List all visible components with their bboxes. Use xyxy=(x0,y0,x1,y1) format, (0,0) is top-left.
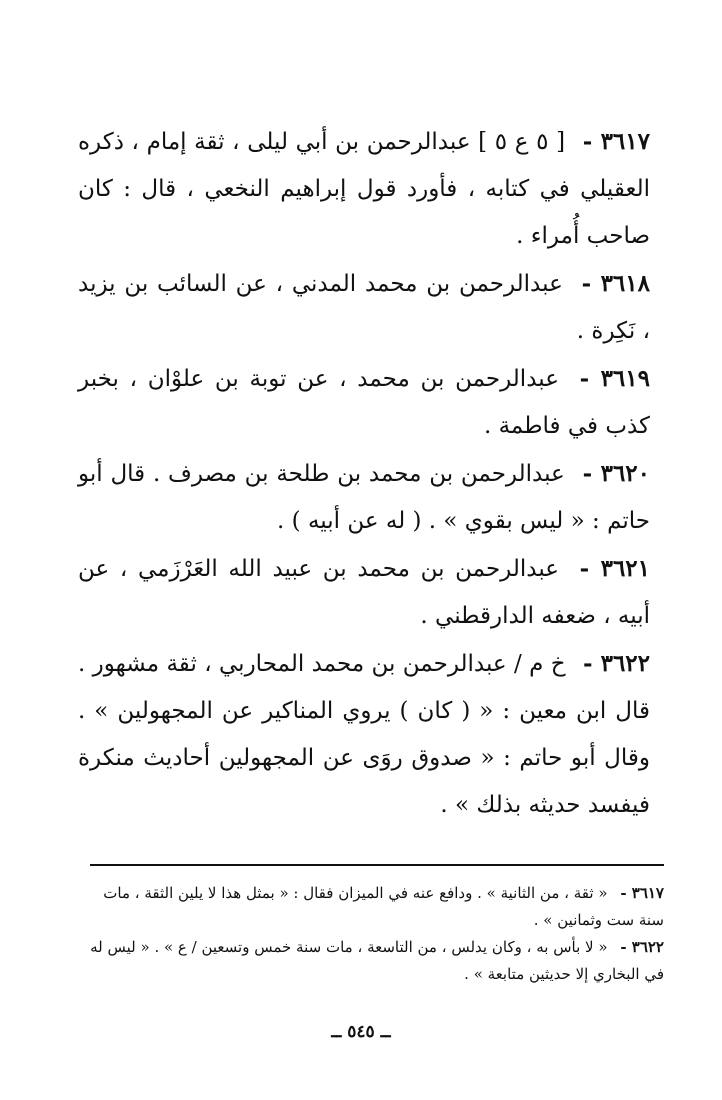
main-text xyxy=(78,118,650,829)
entry-3620 xyxy=(78,450,650,545)
entry-number: ٣٦٢١ - xyxy=(579,555,651,582)
entry-number: ٣٦٢٢ - xyxy=(582,650,651,677)
entry-number: ٣٦١٨ - xyxy=(581,270,650,297)
entry-number: ٣٦١٩ - xyxy=(579,365,650,392)
footnotes xyxy=(90,880,664,988)
entry-text: [ ٥ ع ٥ ] عبدالرحمن بن أبي ليلى ، ثقة إمام ، ذكره العقيلي في كتابه ، فأورد قول إبراهيم النخعي ، قال : كان صاحب أُمراء . xyxy=(78,129,650,249)
entry-text: عبدالرحمن بن محمد المدني ، عن السائب بن يزيد ، نَكِرة . xyxy=(78,271,650,344)
entry-text: عبدالرحمن بن محمد بن عبيد الله العَرْزَمي ، عن أبيه ، ضعفه الدارقطني . xyxy=(78,556,650,629)
page-number: ــ ٥٤٥ ــ xyxy=(331,1022,391,1042)
entry-3621 xyxy=(78,545,650,640)
entry-number: ٣٦٢٠ - xyxy=(582,460,651,487)
footnote-text: « لا بأس به ، وكان يدلس ، من التاسعة ، مات سنة خمس وتسعين / ع » . « ليس له في البخاري إلا حديثين متابعة » . xyxy=(90,938,664,983)
entry-3622 xyxy=(78,640,650,829)
entry-text: خ م / عبدالرحمن بن محمد المحاربي ، ثقة مشهور . قال ابن معين : « ( كان ) يروي المناكير عن المجهولين » . وقال أبو حاتم : « صدوق روَى عن المجهولين أحاديث منكرة فيفسد حديثه بذلك » . xyxy=(78,651,650,818)
footnote-number: ٣٦١٧ - xyxy=(620,884,664,902)
footnote-divider xyxy=(90,864,664,866)
entry-text: عبدالرحمن بن محمد بن طلحة بن مصرف . قال أبو حاتم : « ليس بقوي » . ( له عن أبيه ) . xyxy=(78,461,650,534)
footnote-number: ٣٦٢٢ - xyxy=(620,938,664,956)
footnote-3617 xyxy=(90,880,664,934)
entry-3617 xyxy=(78,118,650,260)
entry-number: ٣٦١٧ - xyxy=(582,128,650,155)
entry-3619 xyxy=(78,355,650,450)
footnote-3622 xyxy=(90,934,664,988)
entry-text: عبدالرحمن بن محمد ، عن توبة بن علوْان ، بخبر كذب في فاطمة . xyxy=(78,366,650,439)
entry-3618 xyxy=(78,260,650,355)
footnote-text: « ثقة ، من الثانية » . ودافع عنه في الميزان فقال : « بمثل هذا لا يلين الثقة ، مات سنة ست وثمانين » . xyxy=(103,884,664,929)
